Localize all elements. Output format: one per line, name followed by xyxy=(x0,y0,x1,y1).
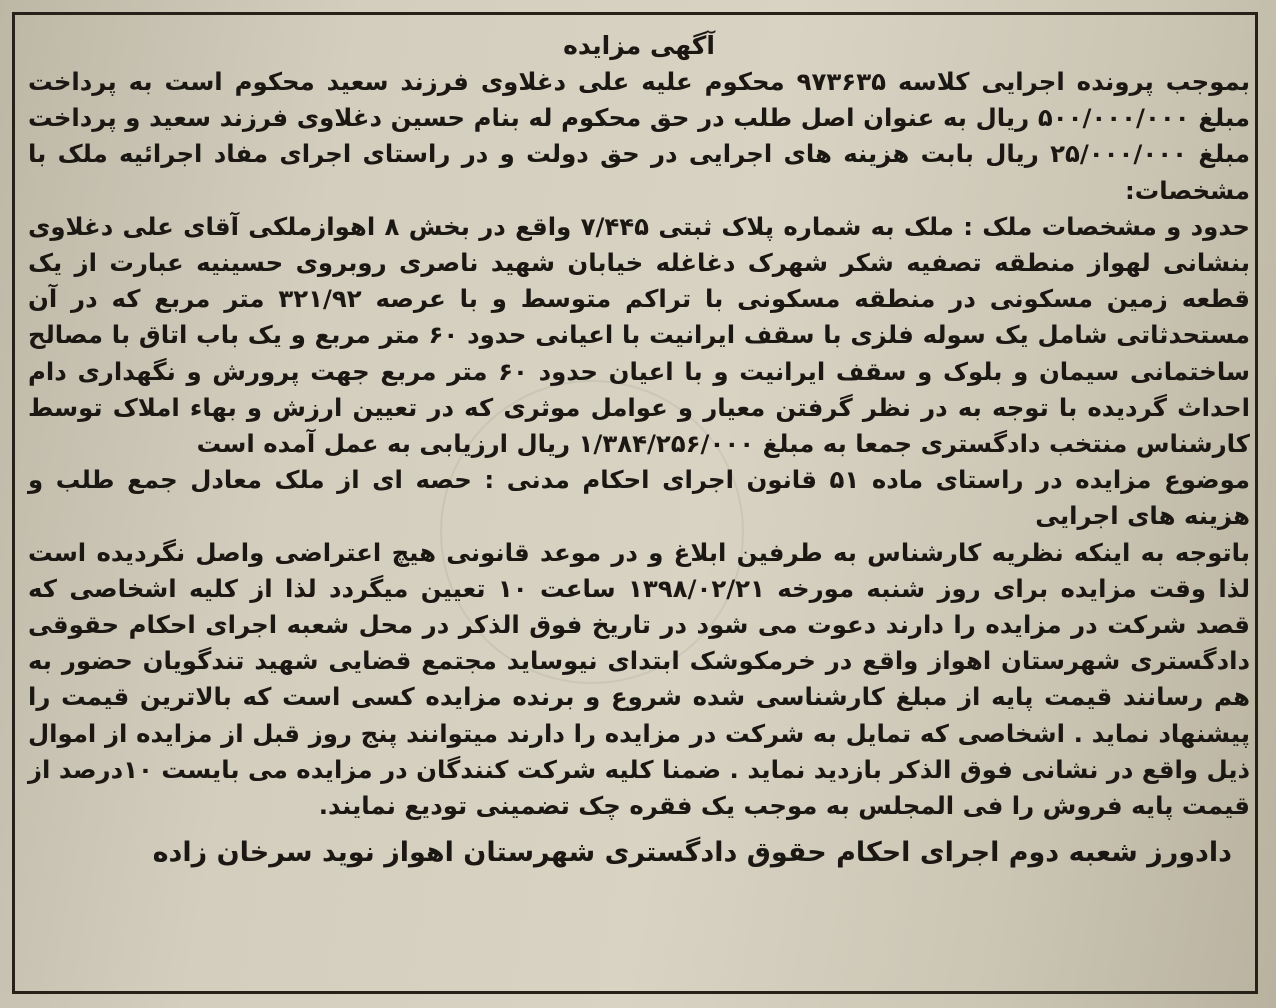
notice-paragraph-property-details: حدود و مشخصات ملک : ملک به شماره پلاک ثبتی ۷/۴۴۵ واقع در بخش ۸ اهوازملکی آقای علی دغلاوی بنشانی لهواز منطقه تصفیه شکر شهرک دغاغله خیابان شهید ناصری روبروی حسینیه عبارت از یک قطعه زمین مسکونی در منطقه مسکونی با تراکم متوسط و با عرصه ۳۲۱/۹۲ متر مربع که در آن مستحدثاتی شامل یک سوله فلزی با سقف ایرانیت با اعیانی حدود ۶۰ متر مربع و یک باب اتاق با مصالح ساختمانی سیمان و بلوک و سقف ایرانیت و با اعیان حدود ۶۰ متر مربع جهت پرورش و نگهداری دام احداث گردیده با توجه به در نظر گرفتن معیار و عوامل موثری که در تعیین ارزش و بهاء املاک توسط کارشناس منتخب دادگستری جمعا به مبلغ ۱/۳۸۴/۲۵۶/۰۰۰ ریال ارزیابی به عمل آمده است xyxy=(28,211,1250,459)
notice-paragraph-auction-subject: موضوع مزایده در راستای ماده ۵۱ قانون اجرای احکام مدنی : حصه ای از ملک معادل جمع طلب و هزینه های اجرایی xyxy=(28,465,1250,531)
notice-title: آگهی مزایده xyxy=(563,31,715,60)
notice-signature: دادورز شعبه دوم اجرای احکام حقوق دادگستری شهرستان اهواز نوید سرخان زاده xyxy=(152,837,1232,869)
auction-notice xyxy=(28,28,1250,874)
notice-paragraph-judgment: بموجب پرونده اجرایی کلاسه ۹۷۳۶۳۵ محکوم علیه علی دغلاوی فرزند سعید محکوم است به پرداخت مبلغ ۵۰۰/۰۰۰/۰۰۰ ریال به عنوان اصل طلب در حق محکوم له بنام حسین دغلاوی فرزند سعید و پرداخت مبلغ ۲۵/۰۰۰/۰۰۰ ریال بابت هزینه های اجرایی در حق دولت و در راستای اجرای مفاد اجرائیه ملک با مشخصات: xyxy=(28,67,1251,205)
notice-paragraph-auction-terms: باتوجه به اینکه نظریه کارشناس به طرفین ابلاغ و در موعد قانونی هیچ اعتراضی واصل نگردیده است لذا وقت مزایده برای روز شنبه مورخه ۱۳۹۸/۰۲/۲۱ ساعت ۱۰ تعیین میگردد لذا از کلیه اشخاصی که قصد شرکت در مزایده را دارند دعوت می شود در تاریخ فوق الذکر در محل شعبه اجرای احکام حقوقی دادگستری شهرستان اهواز واقع در خرمکوشک ابتدای نیوساید مجتمع قضایی شهید تندگویان حضور به هم رسانند قیمت پایه از مبلغ کارشناسی شده شروع و برنده مزایده کسی است که بالاترین قیمت را پیشنهاد نماید . اشخاصی که تمایل به شرکت در مزایده را دارند میتوانند پنج روز قبل از مزایده از اموال ذیل واقع در نشانی فوق الذکر بازدید نماید . ضمنا کلیه شرکت کنندگان در مزایده می بایست ۱۰درصد از قیمت پایه فروش را فی المجلس به موجب یک فقره چک تضمینی تودیع نمایند. xyxy=(28,537,1251,821)
